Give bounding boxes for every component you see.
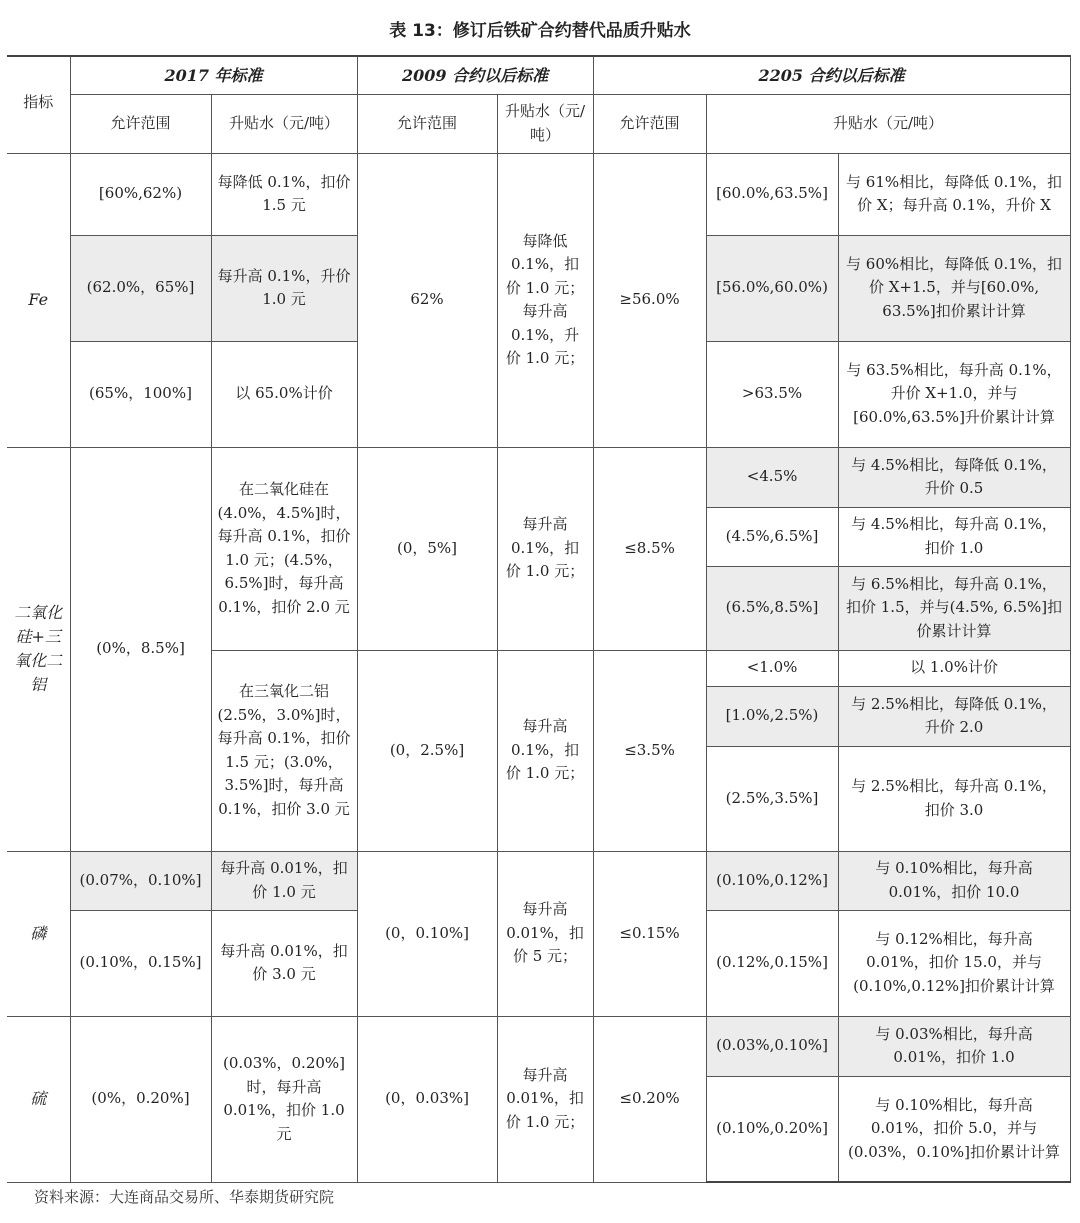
fe-2205-range: ≥56.0%	[593, 153, 706, 447]
premium-table	[7, 55, 1071, 1183]
premium-header-2205: 升贴水（元/吨）	[706, 94, 1070, 153]
indicator-s: 硫	[7, 1016, 70, 1182]
al-2205-premium-2: 与 2.5%相比，每降低 0.1%，升价 2.0	[838, 686, 1070, 746]
fe-2017-range-2: (62.0%，65%]	[70, 235, 211, 341]
s-2009-range: (0，0.03%]	[357, 1016, 497, 1182]
source-note: 资料来源：大连商品交易所、华泰期货研究院	[34, 1188, 335, 1206]
group-header-2205: 2205 合约以后标准	[593, 56, 1070, 94]
fe-2017-range-1: [60%,62%)	[70, 153, 211, 235]
s-2205-subrange-2: (0.10%,0.20%]	[706, 1076, 838, 1182]
p-2205-subrange-2: (0.12%,0.15%]	[706, 910, 838, 1016]
table-title: 表 13：修订后铁矿合约替代品质升贴水	[389, 21, 691, 41]
al-2205-premium-1: 以 1.0%计价	[838, 650, 1070, 686]
p-2017-premium-1: 每升高 0.01%，扣价 1.0 元	[211, 851, 357, 910]
p-2009-range: (0，0.10%]	[357, 851, 497, 1016]
s-2017-range: (0%，0.20%]	[70, 1016, 211, 1182]
si-2205-subrange-1: <4.5%	[706, 447, 838, 507]
fe-2009-range: 62%	[357, 153, 497, 447]
indicator-fe: Fe	[7, 153, 70, 447]
s-2017-premium: (0.03%，0.20%]时，每升高 0.01%，扣价 1.0 元	[211, 1016, 357, 1182]
table-row	[7, 153, 1070, 235]
p-2205-premium-2: 与 0.12%相比，每升高 0.01%，扣价 15.0，并与(0.10%,0.12%]扣价累计计算	[838, 910, 1070, 1016]
fe-2017-premium-1: 每降低 0.1%，扣价 1.5 元	[211, 153, 357, 235]
al-2009-range: (0，2.5%]	[357, 650, 497, 851]
al-2205-premium-3: 与 2.5%相比，每升高 0.1%，扣价 3.0	[838, 746, 1070, 851]
header-row-columns	[7, 94, 1070, 153]
al-2205-subrange-1: <1.0%	[706, 650, 838, 686]
p-2205-subrange-1: (0.10%,0.12%]	[706, 851, 838, 910]
si-2009-premium: 每升高 0.1%，扣价 1.0 元；	[497, 447, 593, 650]
table-row	[7, 447, 1070, 507]
p-2009-premium: 每升高 0.01%，扣价 5 元；	[497, 851, 593, 1016]
al-2205-subrange-2: [1.0%,2.5%)	[706, 686, 838, 746]
fe-2205-subrange-2: [56.0%,60.0%)	[706, 235, 838, 341]
p-2017-premium-2: 每升高 0.01%，扣价 3.0 元	[211, 910, 357, 1016]
si-2205-premium-1: 与 4.5%相比，每降低 0.1%，升价 0.5	[838, 447, 1070, 507]
fe-2205-premium-1: 与 61%相比，每降低 0.1%，扣价 X；每升高 0.1%，升价 X	[838, 153, 1070, 235]
fe-2205-subrange-3: >63.5%	[706, 341, 838, 447]
fe-2205-premium-2: 与 60%相比，每降低 0.1%，扣价 X+1.5，并与[60.0%, 63.5%]扣价累计计算	[838, 235, 1070, 341]
s-2205-premium-2: 与 0.10%相比，每升高 0.01%，扣价 5.0，并与(0.03%，0.10%]扣价累计计算	[838, 1076, 1070, 1182]
range-header-2017: 允许范围	[70, 94, 211, 153]
p-2017-range-1: (0.07%，0.10%]	[70, 851, 211, 910]
group-header-2009: 2009 合约以后标准	[357, 56, 593, 94]
group-header-2017: 2017 年标准	[70, 56, 357, 94]
range-header-2009: 允许范围	[357, 94, 497, 153]
al-2205-subrange-3: (2.5%,3.5%]	[706, 746, 838, 851]
fe-2017-range-3: (65%，100%]	[70, 341, 211, 447]
si-2017-premium: 在二氧化硅在(4.0%，4.5%]时，每升高 0.1%，扣价 1.0 元；(4.5%，6.5%]时，每升高 0.1%，扣价 2.0 元	[211, 447, 357, 650]
range-header-2205: 允许范围	[593, 94, 706, 153]
p-2205-premium-1: 与 0.10%相比，每升高 0.01%，扣价 10.0	[838, 851, 1070, 910]
table-row	[7, 1016, 1070, 1076]
si-2205-premium-2: 与 4.5%相比，每升高 0.1%，扣价 1.0	[838, 507, 1070, 566]
al-2017-premium: 在三氧化二铝(2.5%，3.0%]时，每升高 0.1%，扣价 1.5 元；(3.0%，3.5%]时，每升高 0.1%，扣价 3.0 元	[211, 650, 357, 851]
sial-2017-range: (0%，8.5%]	[70, 447, 211, 851]
al-2009-premium: 每升高 0.1%，扣价 1.0 元；	[497, 650, 593, 851]
header-row-groups	[7, 56, 1070, 94]
premium-header-2017: 升贴水（元/吨）	[211, 94, 357, 153]
s-2205-subrange-1: (0.03%,0.10%]	[706, 1016, 838, 1076]
p-2205-range: ≤0.15%	[593, 851, 706, 1016]
fe-2205-subrange-1: [60.0%,63.5%]	[706, 153, 838, 235]
fe-2017-premium-2: 每升高 0.1%，升价 1.0 元	[211, 235, 357, 341]
indicator-sial: 二氧化硅+三氧化二铝	[7, 447, 70, 851]
si-2205-subrange-2: (4.5%,6.5%]	[706, 507, 838, 566]
table-row	[7, 851, 1070, 910]
indicator-header	[7, 56, 70, 153]
fe-2017-premium-3: 以 65.0%计价	[211, 341, 357, 447]
s-2205-range: ≤0.20%	[593, 1016, 706, 1182]
si-2205-subrange-3: (6.5%,8.5%]	[706, 566, 838, 650]
s-2205-premium-1: 与 0.03%相比，每升高 0.01%，扣价 1.0	[838, 1016, 1070, 1076]
premium-header-2009: 升贴水（元/吨）	[497, 94, 593, 153]
al-2205-range: ≤3.5%	[593, 650, 706, 851]
fe-2009-premium: 每降低 0.1%，扣价 1.0 元；每升高 0.1%，升价 1.0 元；	[497, 153, 593, 447]
p-2017-range-2: (0.10%，0.15%]	[70, 910, 211, 1016]
si-2205-premium-3: 与 6.5%相比，每升高 0.1%，扣价 1.5，并与(4.5%, 6.5%]扣价累计计算	[838, 566, 1070, 650]
indicator-header-label: 指标	[23, 93, 54, 111]
s-2009-premium: 每升高 0.01%，扣价 1.0 元；	[497, 1016, 593, 1182]
si-2009-range: (0，5%]	[357, 447, 497, 650]
fe-2205-premium-3: 与 63.5%相比，每升高 0.1%，升价 X+1.0，并与[60.0%,63.5%]升价累计计算	[838, 341, 1070, 447]
si-2205-range: ≤8.5%	[593, 447, 706, 650]
indicator-p: 磷	[7, 851, 70, 1016]
